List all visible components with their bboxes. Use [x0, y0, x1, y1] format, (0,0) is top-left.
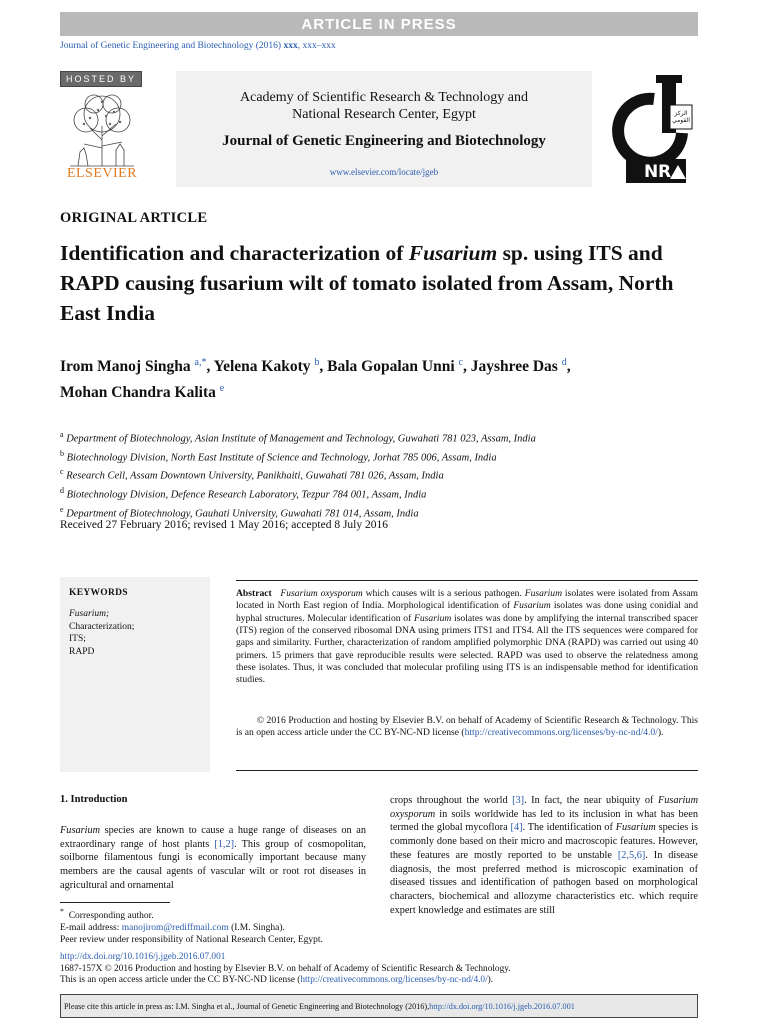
svg-text:ﺍﻟﻘﻮﻣﻲ: ﺍﻟﻘﻮﻣﻲ	[672, 117, 690, 124]
title-part-1: Identification and characterization of	[60, 241, 409, 265]
abstract-label: Abstract	[236, 588, 272, 599]
author-affiliation-marker[interactable]: a,*	[194, 357, 207, 368]
keywords-list	[69, 608, 134, 658]
article-in-press-banner	[60, 12, 698, 36]
author-separator: ,	[319, 358, 328, 376]
citation-link[interactable]: [4]	[510, 822, 523, 834]
author-list	[60, 352, 700, 404]
elsevier-wordmark: ELSEVIER	[66, 166, 138, 181]
license-url-link[interactable]: http://creativecommons.org/licenses/by-nc-nd/4.0/	[300, 975, 488, 986]
article-title	[60, 238, 700, 328]
keywords-panel	[60, 577, 210, 772]
intro-paragraph-right: crops throughout the world [3]. In fact, the near ubiquity of Fusarium oxysporum in soils worldwide has led to its inclusion in what has been termed the global mycoflora [4]. The identification of Fusarium species is commonly done based on their micro and macroscopic features. However, these features are mostly reported to be unstable [2,5,6]. In disease diagnosis, the most preferred method is microscopic examination of diseased tissues and identification of pathogen based on morphological characters, biochemical and allozyme characteristics etc. which require expert knowledge and estimates are still	[390, 795, 698, 916]
license-link[interactable]: http://creativecommons.org/licenses/by-nc-nd/4.0/	[464, 727, 658, 739]
citation-link[interactable]: [1,2]	[214, 838, 235, 850]
abstract-bottom-rule	[236, 770, 698, 771]
title-part-2: sp. using ITS and RAPD causing fusarium wilt of tomato isolated from Assam, North East India	[60, 241, 674, 325]
affiliation-marker: c	[60, 467, 64, 477]
affiliation-marker: d	[60, 486, 64, 496]
cite-doi-link[interactable]: http://dx.doi.org/10.1016/j.jgeb.2016.07.001	[429, 1001, 575, 1011]
author-name: Bala Gopalan Unni	[327, 358, 455, 376]
academy-line-2: National Research Center, Egypt	[292, 107, 476, 122]
doi-link[interactable]: http://dx.doi.org/10.1016/j.jgeb.2016.07.001	[60, 952, 226, 962]
author-affiliation-marker[interactable]: d	[561, 357, 567, 368]
affiliation-marker: a	[60, 430, 64, 439]
affiliation-marker: e	[60, 504, 64, 514]
abstract-top-rule	[236, 580, 698, 581]
doi-block	[60, 952, 700, 987]
citation-link[interactable]: [3]	[512, 795, 525, 806]
keyword-item: Fusarium;	[69, 609, 110, 619]
author-affiliation-marker[interactable]: e	[219, 383, 225, 395]
title-genus: Fusarium	[408, 241, 498, 265]
author-separator: ,	[462, 358, 471, 376]
elsevier-tree-logo	[60, 88, 144, 168]
author-name: Yelena Kakoty	[213, 358, 311, 376]
email-link[interactable]: manojirom@rediffmail.com	[121, 923, 229, 934]
keyword-item: RAPD	[69, 646, 95, 657]
cite-text: Please cite this article in press as: I.M. Singha et al., Journal of Genetic Engineering and Biotechnology (2016),	[64, 1001, 430, 1011]
affiliation-item	[60, 447, 700, 466]
article-type: ORIGINAL ARTICLE	[60, 210, 208, 226]
keyword-item: ITS;	[69, 634, 86, 644]
affiliation-list	[60, 428, 700, 522]
cite-this-article-box	[60, 994, 698, 1018]
author-affiliation-marker[interactable]: c	[458, 357, 463, 368]
affiliation-text: Department of Biotechnology, Asian Institute of Management and Technology, Guwahati 781 023, Assam, India	[66, 433, 536, 445]
svg-text:N: N	[644, 162, 659, 182]
corresponding-author-note: * Corresponding author.	[60, 907, 154, 922]
email-note: E-mail address: manojirom@rediffmail.com (I.M. Singha).	[60, 923, 285, 934]
journal-url-link[interactable]: www.elsevier.com/locate/jgeb	[329, 167, 439, 177]
academy-line-1: Academy of Scientific Research & Technology and	[240, 90, 528, 105]
affiliation-text: Biotechnology Division, Defence Research Laboratory, Tezpur 784 001, Assam, India	[66, 489, 427, 501]
svg-text:ﺍﻟﺮﻛﺰ: ﺍﻟﺮﻛﺰ	[674, 110, 688, 117]
footnote-rule	[60, 902, 170, 903]
keywords-heading: KEYWORDS	[69, 588, 128, 598]
citation-link[interactable]: [2,5,6]	[617, 849, 646, 861]
citation-prefix: Journal of Genetic Engineering and Biotechnology (2016)	[60, 41, 282, 51]
svg-text:R: R	[658, 162, 672, 182]
hosted-by-label: HOSTED BY	[60, 71, 142, 87]
abstract-text: Abstract Fusarium oxysporum which causes wilt is a serious pathogen. Fusarium isolates were isolated from Assam located in North East region of India. Morphological identification of Fusarium isolates was done using conidial and hyphal structures. Molecular identification of Fusarium isolates was done by amplifying the internal transcribed spacer (ITS) region of the conserved ribosomal DNA using primers ITS1 and ITS4. All the ITS sequences were compared for gaps and similarity. Further, characterization of random amplified polymorphic DNA (RAPD) was carried out using 40 primers. 15 primers that gave reproducible results were selected. RAPD was used to observe the relatedness among these isolates. Thus, it was concluded that molecular profiling using ITS is an indispensable method for identification studies.	[236, 588, 699, 686]
affiliation-item	[60, 484, 700, 503]
author-affiliation-marker[interactable]: b	[314, 357, 320, 368]
affiliation-text: Biotechnology Division, North East Institute of Science and Technology, Jorhat 785 006, Assam, India	[66, 452, 497, 464]
peer-review-note: Peer review under responsibility of National Research Center, Egypt.	[60, 935, 323, 946]
footnotes	[60, 906, 380, 946]
author-name: Irom Manoj Singha	[60, 358, 191, 376]
journal-citation	[60, 41, 336, 51]
journal-name: Journal of Genetic Engineering and Biotechnology	[222, 133, 546, 149]
affiliation-text: Research Cell, Assam Downtown University, Panikhaiti, Guwahati 781 026, Assam, India	[66, 470, 444, 482]
citation-pages: , xxx–xxx	[297, 41, 336, 51]
abstract-copyright: © 2016 Production and hosting by Elsevier B.V. on behalf of Academy of Scientific Research & Technology. This is an open access article under the CC BY-NC-ND license (http://creativecommons.org/licenses/by-nc-nd/4.0/).	[236, 715, 699, 739]
affiliation-text: Department of Biotechnology, Gauhati University, Guwahati 781 014, Assam, India	[66, 508, 419, 520]
author-name: Mohan Chandra Kalita	[60, 384, 216, 402]
section-heading-introduction: 1. Introduction	[60, 794, 128, 805]
citation-volume: xxx	[283, 41, 298, 51]
author-separator: ,	[206, 358, 214, 376]
affiliation-marker: b	[60, 448, 64, 458]
academy-name	[176, 89, 592, 123]
nrc-logo	[612, 71, 698, 187]
author-separator: ,	[566, 358, 571, 376]
issn-line: 1687-157X © 2016 Production and hosting by Elsevier B.V. on behalf of Academy of Scientific Research & Technology.	[60, 963, 511, 974]
affiliation-item	[60, 465, 700, 484]
keyword-item: Characterization;	[69, 621, 135, 632]
banner-text: ARTICLE IN PRESS	[301, 15, 457, 33]
license-line: This is an open access article under the CC BY-NC-ND license (http://creativecommons.org/licenses/by-nc-nd/4.0/).	[60, 975, 494, 986]
article-dates: Received 27 February 2016; revised 1 May 2016; accepted 8 July 2016	[60, 519, 388, 531]
intro-paragraph-left: Fusarium species are known to cause a huge range of diseases on an extraordinary range of host plants [1,2]. This group of cosmopolitan, soilborne filamentous fungi is economically important because many members are the causal agents of vascular wilt or root rot diseases in agricultural and ornamental	[60, 825, 366, 891]
author-name: Jayshree Das	[470, 358, 558, 376]
affiliation-item	[60, 428, 700, 447]
